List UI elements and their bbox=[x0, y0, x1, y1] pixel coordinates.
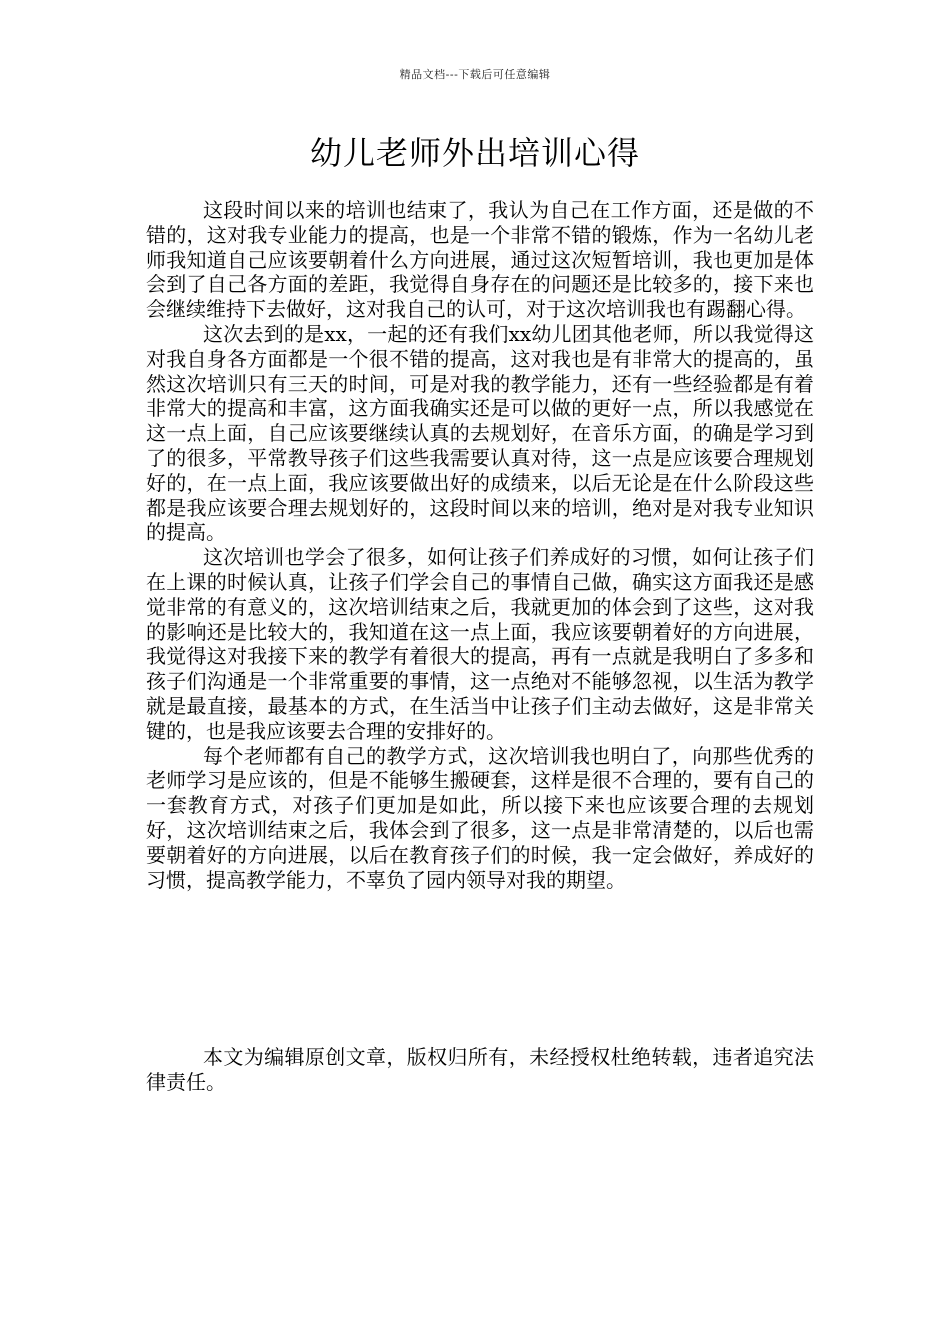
document-body bbox=[146, 198, 814, 892]
paragraph-3: 这次培训也学会了很多，如何让孩子们养成好的习惯，如何让孩子们在上课的时候认真，让孩子们学会自己的事情自己做，确实这方面我还是感觉非常的有意义的，这次培训结束之后，我就更加的体会到了这些，这对我的影响还是比较大的，我知道在这一点上面，我应该要朝着好的方向进展，我觉得这对我接下来的教学有着很大的提高，再有一点就是我明白了多多和孩子们沟通是一个非常重要的事情，这一点绝对不能够忽视，以生活为教学就是最直接，最基本的方式，在生活当中让孩子们主动去做好，这是非常关键的，也是我应该要去合理的安排好的。 bbox=[146, 545, 814, 743]
paragraph-4: 每个老师都有自己的教学方式，这次培训我也明白了，向那些优秀的老师学习是应该的，但是不能够生搬硬套，这样是很不合理的，要有自己的一套教育方式，对孩子们更加是如此，所以接下来也应该要合理的去规划好，这次培训结束之后，我体会到了很多，这一点是非常清楚的，以后也需要朝着好的方向进展，以后在教育孩子们的时候，我一定会做好，养成好的习惯，提高教学能力，不辜负了园内领导对我的期望。 bbox=[146, 743, 814, 892]
copyright-note: 本文为编辑原创文章，版权归所有，未经授权杜绝转载，违者追究法律责任。 bbox=[146, 1045, 814, 1094]
paragraph-1: 这段时间以来的培训也结束了，我认为自己在工作方面，还是做的不错的，这对我专业能力的提高，也是一个非常不错的锻炼，作为一名幼儿老师我知道自己应该要朝着什么方向进展，通过这次短暂培训，我也更加是体会到了自己各方面的差距，我觉得自身存在的问题还是比较多的，接下来也会继续维持下去做好，这对我自己的认可，对于这次培训我也有踢翻心得。 bbox=[146, 198, 814, 322]
header-note: 精品文档---下载后可任意编辑 bbox=[399, 68, 551, 81]
paragraph-2: 这次去到的是xx，一起的还有我们xx幼儿团其他老师，所以我觉得这对我自身各方面都是一个很不错的提高，这对我也是有非常大的提高的，虽然这次培训只有三天的时间，可是对我的教学能力，还有一些经验都是有着非常大的提高和丰富，这方面我确实还是可以做的更好一点，所以我感觉在这一点上面，自己应该要继续认真的去规划好，在音乐方面，的确是学习到了的很多，平常教导孩子们这些我需要认真对待，这一点是应该要合理规划好的，在一点上面，我应该要做出好的成绩来，以后无论是在什么阶段这些都是我应该要合理去规划好的，这段时间以来的培训，绝对是对我专业知识的提高。 bbox=[146, 321, 814, 545]
document-title: 幼儿老师外出培训心得 bbox=[309, 134, 640, 172]
